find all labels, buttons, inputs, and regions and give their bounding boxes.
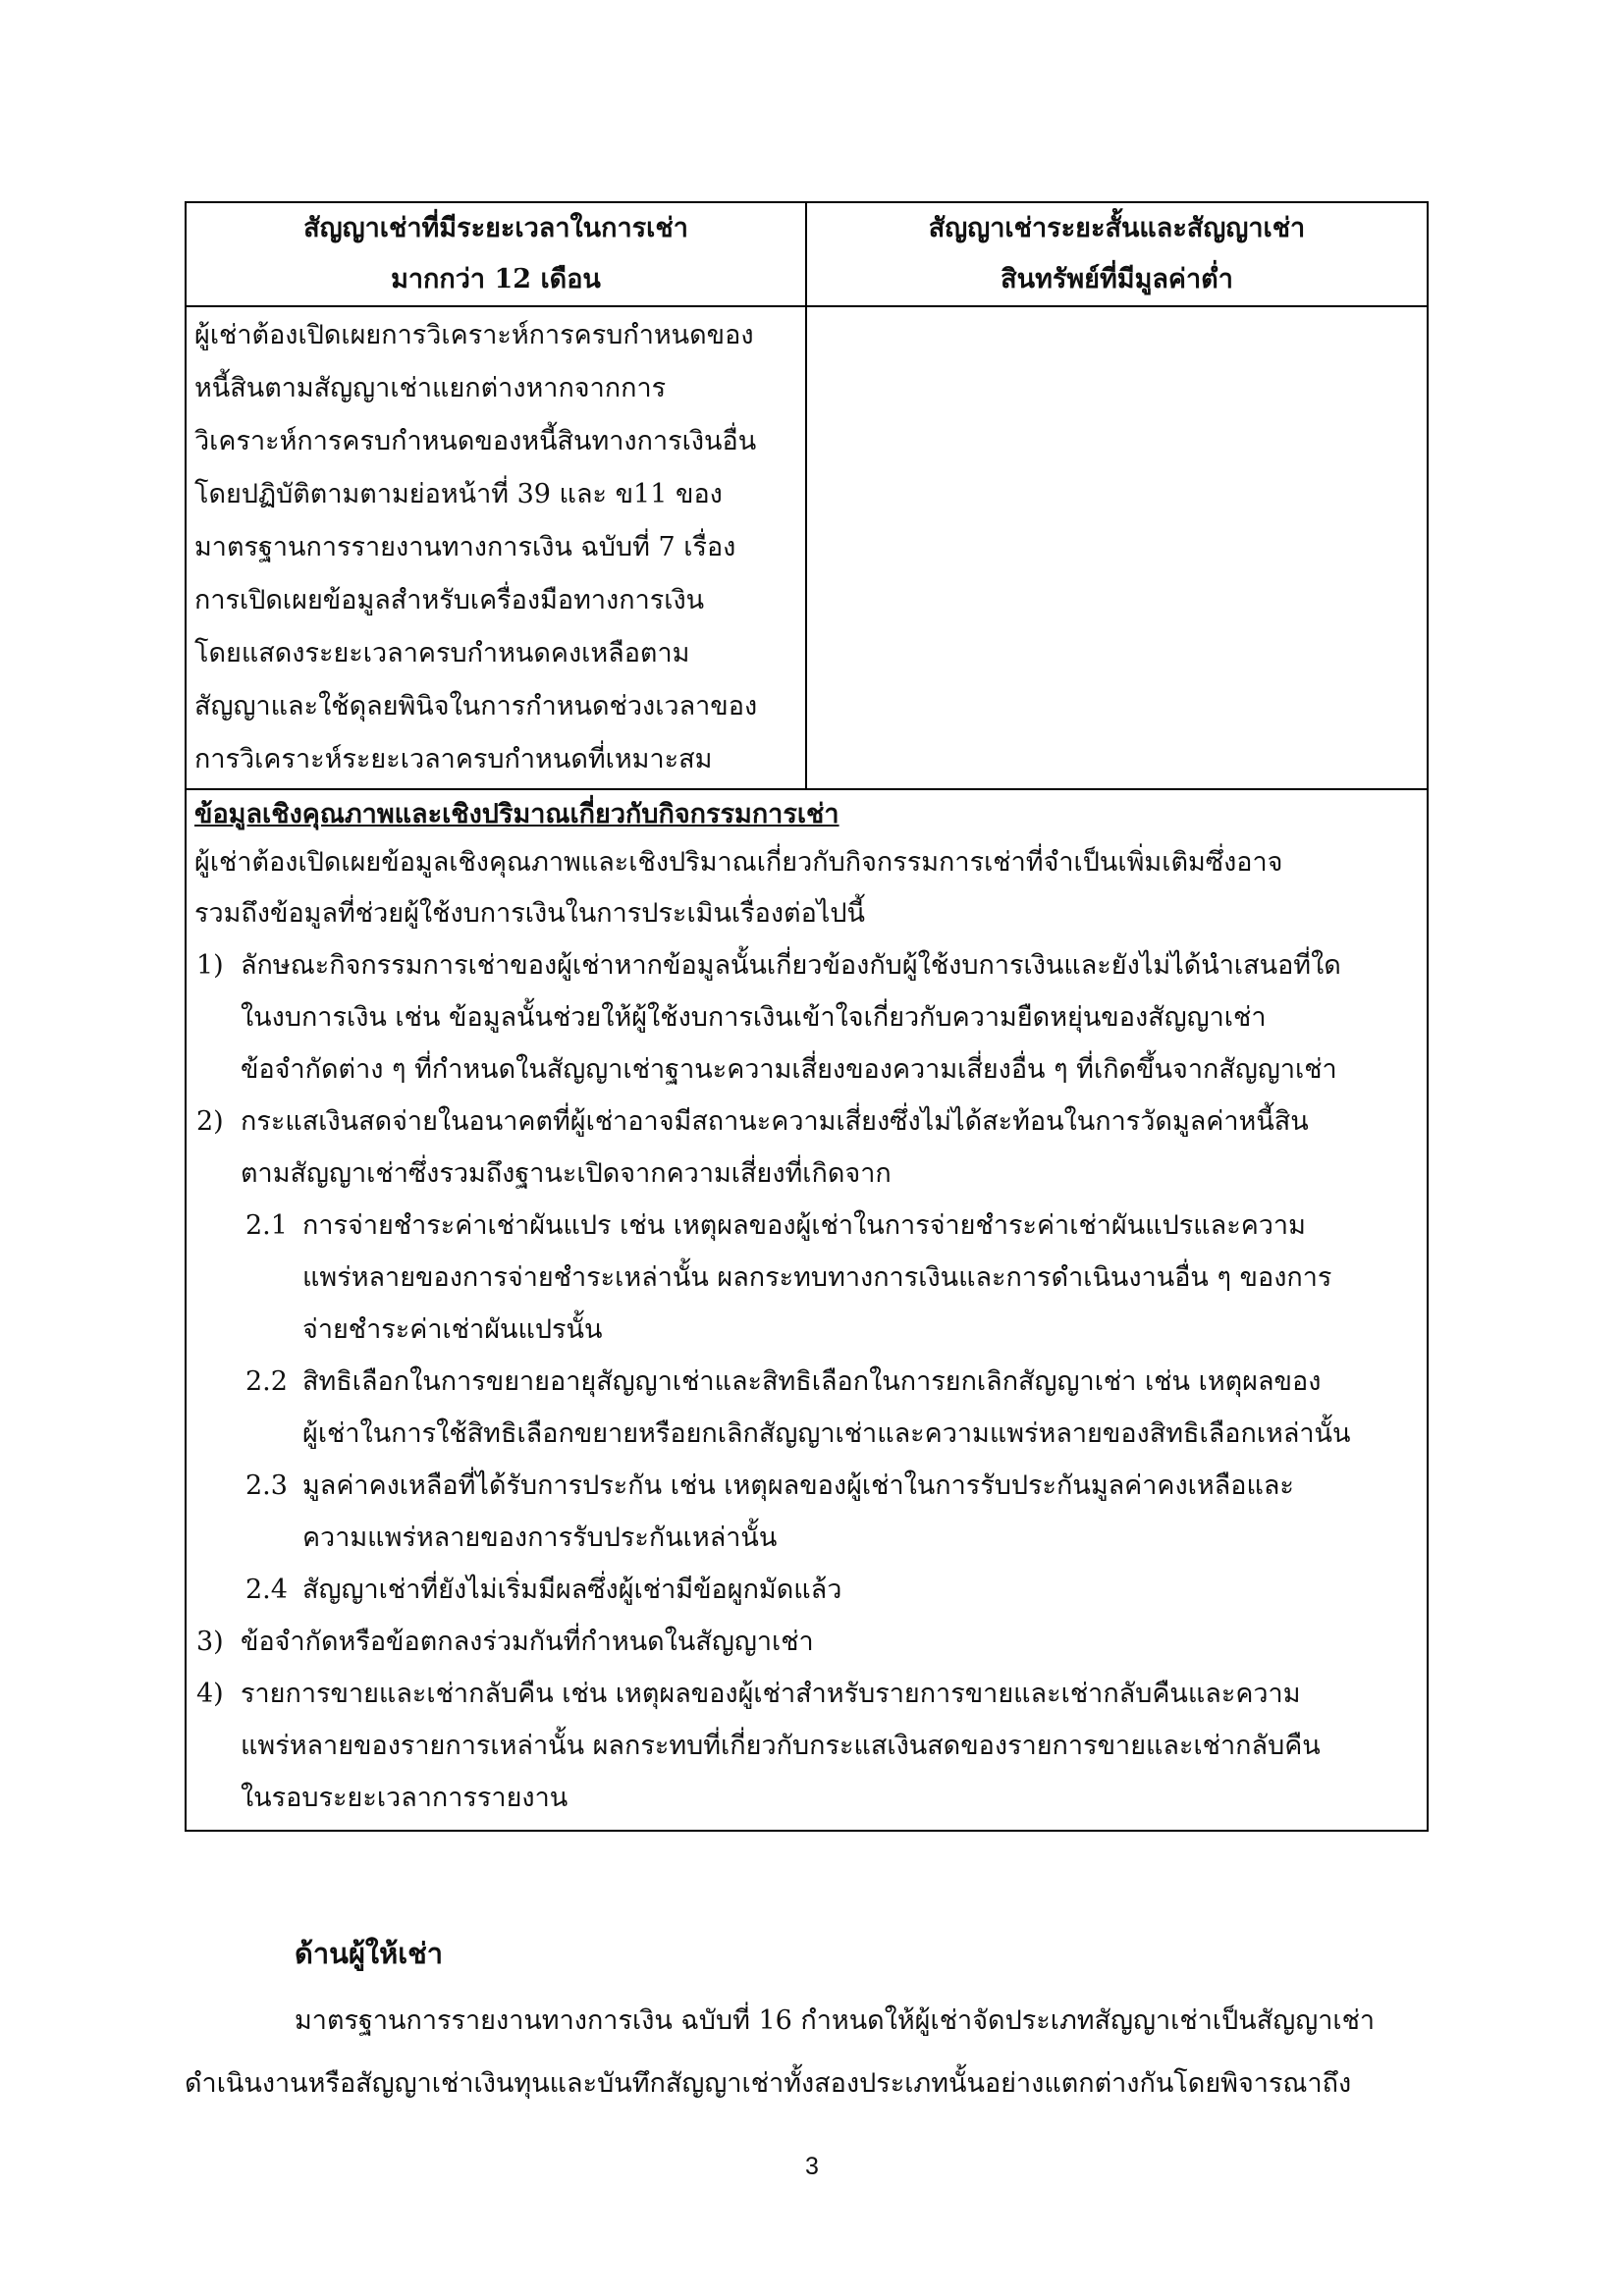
paragraph-line: มาตรฐานการรายงานทางการเงิน ฉบับที่ 16 กำหนดให้ผู้เช่าจัดประเภทสัญญาเช่าเป็นสัญญาเช่า — [295, 2005, 1376, 2036]
col1-header-line: มากกว่า 12 เดือน — [391, 264, 601, 294]
sub-item-line: จ่ายชำระค่าเช่าผันแปรนั้น — [302, 1314, 603, 1345]
cell-line: โดยแสดงระยะเวลาครบกำหนดคงเหลือตาม — [194, 638, 690, 668]
list-item — [194, 1616, 1419, 1668]
list-item-line: แพร่หลายของรายการเหล่านั้น ผลกระทบที่เกี่ยวกับกระแสเงินสดของรายการขายและเช่ากลับคืน — [241, 1731, 1321, 1761]
list-item-line: ในรอบระยะเวลาการรายงาน — [241, 1783, 568, 1813]
list-item-line: ในงบการเงิน เช่น ข้อมูลนั้นช่วยให้ผู้ใช้งบการเงินเข้าใจเกี่ยวกับความยืดหยุ่นของสัญญาเช่า — [241, 1002, 1267, 1033]
page-number: 3 — [805, 2153, 819, 2180]
sub-item-line: ความแพร่หลายของการรับประกันเหล่านั้น — [302, 1522, 778, 1553]
table-row — [186, 789, 1428, 1831]
col2-header-line: สัญญาเช่าระยะสั้นและสัญญาเช่า — [928, 213, 1306, 243]
col1-header-line: สัญญาเช่าที่มีระยะเวลาในการเช่า — [303, 213, 688, 243]
sub-item-line: การจ่ายชำระค่าเช่าผันแปร เช่น เหตุผลของผู้เช่าในการจ่ายชำระค่าเช่าผันแปรและความ — [302, 1210, 1306, 1241]
col2-cell-empty — [806, 306, 1428, 789]
sub-item-line: มูลค่าคงเหลือที่ได้รับการประกัน เช่น เหตุผลของผู้เช่าในการรับประกันมูลค่าคงเหลือและ — [302, 1470, 1294, 1501]
section-title: ข้อมูลเชิงคุณภาพและเชิงปริมาณเกี่ยวกับกิจกรรมการเช่า — [194, 799, 839, 829]
sub-item-number: 2.4 — [245, 1575, 288, 1605]
lessor-heading: ด้านผู้ให้เช่า — [295, 1937, 444, 1970]
qualitative-section-cell — [186, 789, 1428, 1831]
list-item-number: 1) — [196, 950, 224, 981]
cell-line: วิเคราะห์การครบกำหนดของหนี้สินทางการเงินอื่น — [194, 426, 757, 456]
list-item-number: 4) — [196, 1679, 224, 1709]
intro-line: ผู้เช่าต้องเปิดเผยข้อมูลเชิงคุณภาพและเชิงปริมาณเกี่ยวกับกิจกรรมการเช่าที่จำเป็นเพิ่มเติมซึ่งอาจ — [194, 847, 1283, 878]
sub-item-line: ผู้เช่าในการใช้สิทธิเลือกขยายหรือยกเลิกสัญญาเช่าและความแพร่หลายของสิทธิเลือกเหล่านั้น — [302, 1418, 1351, 1449]
list-item-line: รายการขายและเช่ากลับคืน เช่น เหตุผลของผู้เช่าสำหรับรายการขายและเช่ากลับคืนและความ — [241, 1679, 1301, 1709]
table-row — [186, 306, 1428, 789]
sub-list-item — [194, 1460, 1419, 1564]
sub-item-line: สัญญาเช่าที่ยังไม่เริ่มมีผลซึ่งผู้เช่ามีข้อผูกมัดแล้ว — [302, 1575, 842, 1605]
col1-header — [186, 202, 806, 306]
sub-list-item — [194, 1200, 1419, 1356]
lease-disclosure-table — [185, 201, 1429, 1832]
list-item — [194, 939, 1419, 1095]
sub-item-number: 2.1 — [245, 1210, 288, 1241]
paragraph-line: ดำเนินงานหรือสัญญาเช่าเงินทุนและบันทึกสัญญาเช่าทั้งสองประเภทนั้นอย่างแตกต่างกันโดยพิจารณาถึง — [185, 2068, 1352, 2099]
cell-line: หนี้สินตามสัญญาเช่าแยกต่างหากจากการ — [194, 373, 667, 403]
cell-line: ผู้เช่าต้องเปิดเผยการวิเคราะห์การครบกำหนดของ — [194, 320, 754, 350]
cell-line: สัญญาและใช้ดุลยพินิจในการกำหนดช่วงเวลาของ — [194, 691, 758, 721]
list-item — [194, 1668, 1419, 1824]
list-item-line: ตามสัญญาเช่าซึ่งรวมถึงฐานะเปิดจากความเสี่ยงที่เกิดจาก — [241, 1158, 892, 1189]
list-item-number: 3) — [196, 1627, 224, 1657]
col2-header-line: สินทรัพย์ที่มีมูลค่าต่ำ — [1001, 264, 1233, 294]
col2-header — [806, 202, 1428, 306]
sub-item-number: 2.3 — [245, 1470, 288, 1501]
cell-line: โดยปฏิบัติตามตามย่อหน้าที่ 39 และ ข11 ของ — [194, 479, 723, 509]
col1-cell — [186, 306, 806, 789]
list-item-number: 2) — [196, 1106, 224, 1137]
sub-item-number: 2.2 — [245, 1366, 288, 1397]
lessor-paragraph — [185, 1990, 1427, 2115]
list-item-line: ลักษณะกิจกรรมการเช่าของผู้เช่าหากข้อมูลนั้นเกี่ยวข้องกับผู้ใช้งบการเงินและยังไม่ได้นำเสนอที่ใด — [241, 950, 1341, 981]
cell-line: การวิเคราะห์ระยะเวลาครบกำหนดที่เหมาะสม — [194, 744, 713, 774]
list-item-line: ข้อจำกัดต่าง ๆ ที่กำหนดในสัญญาเช่าฐานะความเสี่ยงของความเสี่ยงอื่น ๆ ที่เกิดขึ้นจากสัญญาเช่า — [241, 1054, 1337, 1085]
sub-item-line: แพร่หลายของการจ่ายชำระเหล่านั้น ผลกระทบทางการเงินและการดำเนินงานอื่น ๆ ของการ — [302, 1262, 1332, 1293]
sub-item-line: สิทธิเลือกในการขยายอายุสัญญาเช่าและสิทธิเลือกในการยกเลิกสัญญาเช่า เช่น เหตุผลของ — [302, 1366, 1322, 1397]
sub-list-item — [194, 1564, 1419, 1616]
cell-line: มาตรฐานการรายงานทางการเงิน ฉบับที่ 7 เรื่อง — [194, 532, 736, 562]
list-item-line: กระแสเงินสดจ่ายในอนาคตที่ผู้เช่าอาจมีสถานะความเสี่ยงซึ่งไม่ได้สะท้อนในการวัดมูลค่าหนี้สิน — [241, 1106, 1309, 1137]
table-header-row — [186, 202, 1428, 306]
list-item-line: ข้อจำกัดหรือข้อตกลงร่วมกันที่กำหนดในสัญญาเช่า — [241, 1627, 814, 1657]
cell-line: การเปิดเผยข้อมูลสำหรับเครื่องมือทางการเงิน — [194, 585, 705, 615]
list-item — [194, 1095, 1419, 1200]
intro-line: รวมถึงข้อมูลที่ช่วยผู้ใช้งบการเงินในการประเมินเรื่องต่อไปนี้ — [194, 898, 865, 929]
sub-list-item — [194, 1356, 1419, 1460]
